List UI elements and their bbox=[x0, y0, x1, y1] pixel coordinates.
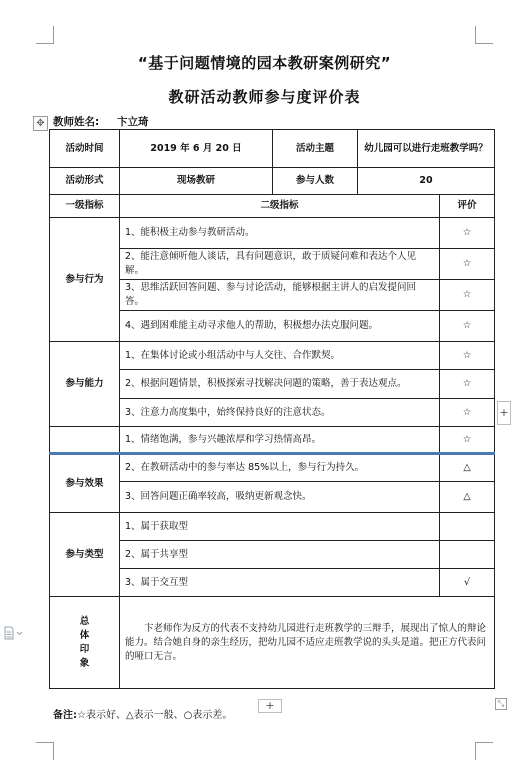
activity-theme-value: 幼儿园可以进行走班教学吗？ bbox=[358, 130, 495, 168]
crop-mark-top-left-v bbox=[53, 26, 54, 43]
participant-count-value: 20 bbox=[358, 168, 495, 195]
indicator-text: 1、情绪饱满，参与兴趣浓厚和学习热情高昂。 bbox=[120, 427, 440, 454]
crop-mark-bottom-left-h bbox=[36, 742, 54, 743]
footnote-label: 备注: bbox=[53, 710, 77, 721]
indicator-text: 4、遇到困难能主动寻求他人的帮助，积极想办法克服问题。 bbox=[120, 311, 440, 342]
footnote bbox=[53, 706, 232, 721]
rating-cell: ☆ bbox=[440, 427, 495, 454]
move-icon[interactable]: ✥ bbox=[33, 116, 48, 131]
document-icon[interactable] bbox=[4, 626, 24, 640]
rating-cell bbox=[440, 541, 495, 569]
add-column-button[interactable] bbox=[497, 401, 511, 425]
activity-form-value: 现场教研 bbox=[120, 168, 273, 195]
indicator-text: 3、注意力高度集中，始终保持良好的注意状态。 bbox=[120, 399, 440, 427]
header-level2: 二级指标 bbox=[120, 195, 440, 218]
activity-time-value: 2019 年 6 月 20 日 bbox=[120, 130, 273, 168]
indicator-text: 2、根据问题情景，积极探索寻找解决问题的策略，善于表达观点。 bbox=[120, 370, 440, 399]
rating-cell: ☆ bbox=[440, 280, 495, 311]
activity-form-label: 活动形式 bbox=[50, 168, 120, 195]
section-name-empty bbox=[50, 427, 120, 454]
section-name: 参与效果 bbox=[50, 454, 120, 513]
document-title: “基于问题情境的园本教研案例研究” bbox=[137, 54, 392, 72]
indicator-text: 3、思维活跃回答问题、参与讨论活动，能够根据主讲人的启发提问回答。 bbox=[120, 280, 440, 311]
crop-mark-bottom-right-v bbox=[475, 742, 476, 760]
rating-cell: △ bbox=[440, 454, 495, 482]
indicator-text: 3、属于交互型 bbox=[120, 569, 440, 597]
overall-label-char: 象 bbox=[79, 657, 90, 669]
overall-impression-text: 卞老师作为反方的代表不支持幼儿园进行走班教学的三辩手，展现出了惊人的辩论能力。结合她自身的亲生经历，把幼儿园不适应走班教学说的头头是道。把正方代表问的哑口无言。 bbox=[120, 597, 495, 689]
plus-icon: + bbox=[265, 699, 275, 712]
header-level1: 一级指标 bbox=[50, 195, 120, 218]
document-subtitle: 教研活动教师参与度评价表 bbox=[168, 88, 361, 106]
activity-theme-label: 活动主题 bbox=[273, 130, 358, 168]
resize-icon[interactable]: ⤡ bbox=[495, 698, 507, 710]
indicator-text: 2、能注意倾听他人谈话，具有问题意识，敢于质疑问难和表达个人见解。 bbox=[120, 249, 440, 280]
indicator-text: 1、能积极主动参与教研活动。 bbox=[120, 218, 440, 249]
crop-mark-bottom-left-v bbox=[53, 742, 54, 760]
activity-time-label: 活动时间 bbox=[50, 130, 120, 168]
indicator-text: 1、属于获取型 bbox=[120, 513, 440, 541]
rating-cell: ☆ bbox=[440, 249, 495, 280]
evaluation-table bbox=[49, 129, 495, 689]
indicator-text: 3、回答问题正确率较高，吸纳更新观念快。 bbox=[120, 482, 440, 513]
overall-label-char: 总 bbox=[79, 615, 90, 627]
crop-mark-top-right-v bbox=[475, 26, 476, 43]
overall-label-char: 印 bbox=[79, 643, 90, 655]
rating-cell: △ bbox=[440, 482, 495, 513]
indicator-text: 2、在教研活动中的参与率达 85%以上，参与行为持久。 bbox=[120, 454, 440, 482]
section-name: 参与行为 bbox=[50, 218, 120, 342]
indicator-text: 2、属于共享型 bbox=[120, 541, 440, 569]
crop-mark-top-right-h bbox=[475, 43, 493, 44]
indicator-text: 1、在集体讨论或小组活动中与人交往、合作默契。 bbox=[120, 342, 440, 370]
rating-cell: ☆ bbox=[440, 342, 495, 370]
footnote-text: ☆表示好、△表示一般、○表示差。 bbox=[77, 710, 233, 721]
section-name: 参与能力 bbox=[50, 342, 120, 427]
rating-cell bbox=[440, 513, 495, 541]
crop-mark-bottom-right-h bbox=[475, 742, 493, 743]
overall-label-char: 体 bbox=[79, 629, 90, 641]
add-row-button[interactable] bbox=[258, 699, 282, 713]
overall-impression-label bbox=[50, 597, 120, 689]
header-rating: 评价 bbox=[440, 195, 495, 218]
teacher-name-value: 卞立琦 bbox=[117, 116, 149, 128]
participant-count-label: 参与人数 bbox=[273, 168, 358, 195]
crop-mark-top-left-h bbox=[36, 43, 54, 44]
rating-cell: ☆ bbox=[440, 370, 495, 399]
plus-icon: + bbox=[499, 406, 509, 419]
teacher-name-label: 教师姓名: bbox=[53, 116, 100, 128]
rating-cell: √ bbox=[440, 569, 495, 597]
rating-cell: ☆ bbox=[440, 218, 495, 249]
section-name: 参与类型 bbox=[50, 513, 120, 597]
rating-cell: ☆ bbox=[440, 311, 495, 342]
rating-cell: ☆ bbox=[440, 399, 495, 427]
